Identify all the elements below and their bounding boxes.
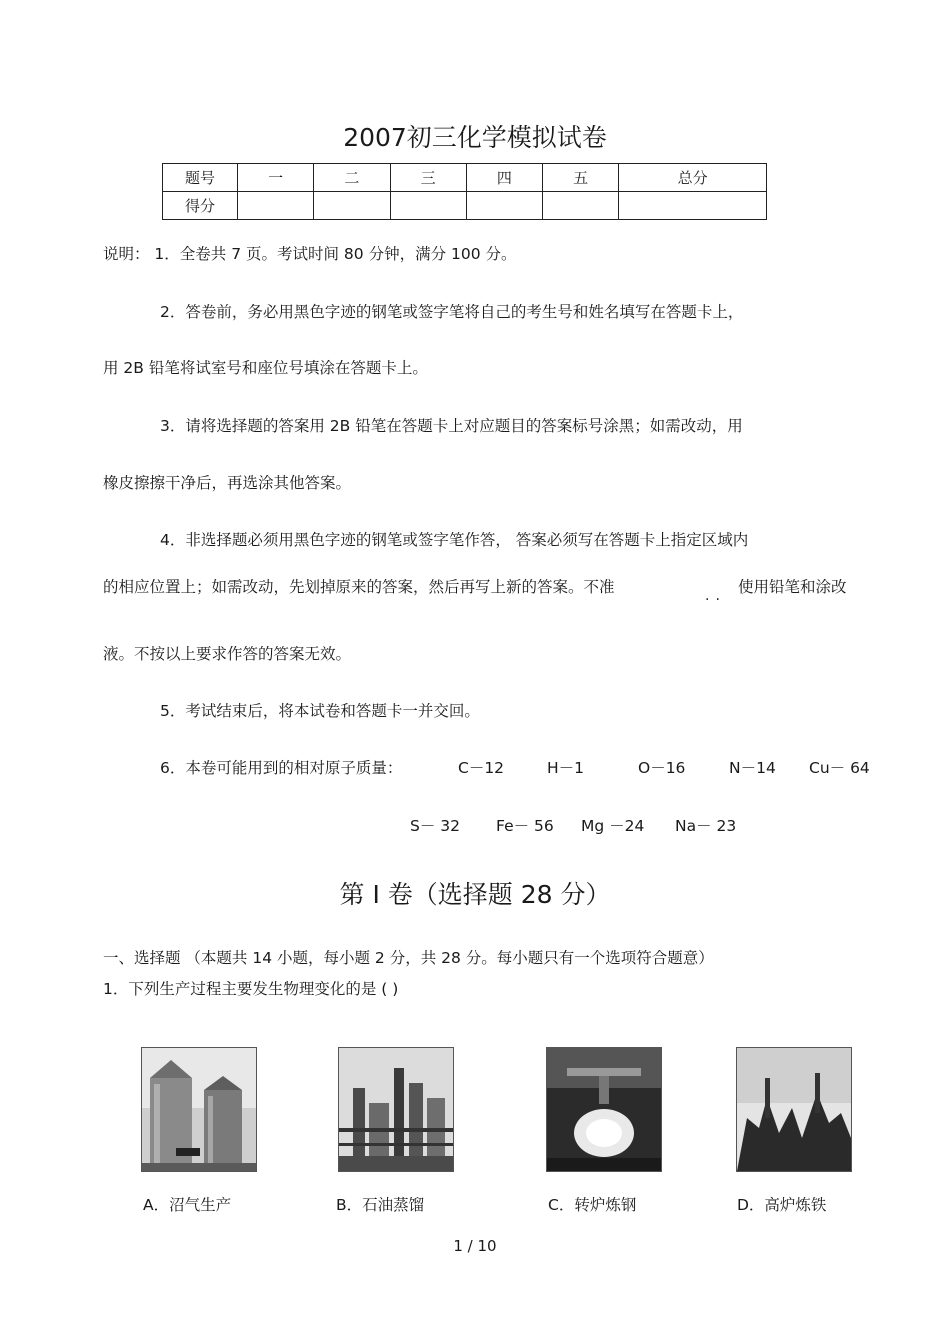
converter-steelmaking-photo: [546, 1047, 662, 1172]
instruction-4-end: 液。不按以上要求作答的答案无效。: [103, 645, 352, 663]
section-title: 第 Ⅰ 卷（选择题 28 分）: [339, 880, 611, 909]
score-input-cell: [390, 192, 466, 220]
atomic-mass: Na－ 23: [675, 817, 737, 835]
instruction-5: 5．考试结束后，将本试卷和答题卡一并交回。: [160, 702, 480, 720]
score-input-cell: [466, 192, 542, 220]
instruction-6: 6．本卷可能用到的相对原子质量：: [160, 759, 403, 777]
blast-furnace-photo: [736, 1047, 852, 1172]
instruction-3-cont: 橡皮擦擦干净后，再选涂其他答案。: [103, 474, 352, 492]
atomic-mass: O－16: [638, 759, 686, 777]
option-a-label: A．沼气生产: [143, 1196, 232, 1214]
atomic-mass: Fe－ 56: [496, 817, 554, 835]
score-table-cell: 总分: [619, 164, 767, 192]
score-input-cell: [314, 192, 390, 220]
instruction-2: 2．答卷前，务必用黑色字迹的钢笔或签字笔将自己的考生号和姓名填写在答题卡上，: [160, 303, 744, 321]
part-header: 一、选择题 （本题共 14 小题，每小题 2 分，共 28 分。每小题只有一个选项符合题意）: [103, 949, 714, 967]
score-input-cell: [543, 192, 619, 220]
instruction-4: 4．非选择题必须用黑色字迹的钢笔或签字笔作答， 答案必须写在答题卡上指定区域内: [160, 531, 749, 549]
emphasis-dots: ..: [705, 588, 726, 604]
question-1: 1．下列生产过程主要发生物理变化的是 ( ): [103, 980, 399, 998]
score-input-cell: [238, 192, 314, 220]
option-b-label: B．石油蒸馏: [336, 1196, 425, 1214]
score-table-cell: 五: [543, 164, 619, 192]
score-table-score-row: [163, 192, 767, 220]
atomic-mass: C－12: [458, 759, 505, 777]
atomic-mass: H－1: [547, 759, 585, 777]
atomic-mass: N－14: [729, 759, 776, 777]
score-table-row-label: 得分: [163, 192, 238, 220]
page-number: 1 / 10: [453, 1237, 497, 1255]
atomic-mass: S－ 32: [410, 817, 460, 835]
score-table: [162, 163, 767, 220]
instruction-1: 说明： 1．全卷共 7 页。考试时间 80 分钟，满分 100 分。: [103, 245, 517, 263]
instruction-4-cont-tail: 使用铅笔和涂改: [738, 578, 847, 596]
instruction-2-cont: 用 2B 铅笔将试室号和座位号填涂在答题卡上。: [103, 359, 428, 377]
oil-distillation-photo: [338, 1047, 454, 1172]
atomic-mass: Mg －24: [581, 817, 645, 835]
score-table-cell: 二: [314, 164, 390, 192]
score-table-cell: 题号: [163, 164, 238, 192]
score-input-cell: [619, 192, 767, 220]
score-table-header-row: [163, 164, 767, 192]
instruction-4-cont: 的相应位置上；如需改动，先划掉原来的答案，然后再写上新的答案。不准: [103, 578, 615, 596]
option-d-label: D．高炉炼铁: [737, 1196, 827, 1214]
option-c-label: C．转炉炼钢: [548, 1196, 637, 1214]
biogas-tanks-photo: [141, 1047, 257, 1172]
instruction-3: 3．请将选择题的答案用 2B 铅笔在答题卡上对应题目的答案标号涂黑；如需改动，用: [160, 417, 743, 435]
page-title: 2007初三化学模拟试卷: [343, 123, 607, 152]
score-table-cell: 四: [466, 164, 542, 192]
score-table-cell: 三: [390, 164, 466, 192]
atomic-mass: Cu－ 64: [809, 759, 870, 777]
score-table-cell: 一: [238, 164, 314, 192]
